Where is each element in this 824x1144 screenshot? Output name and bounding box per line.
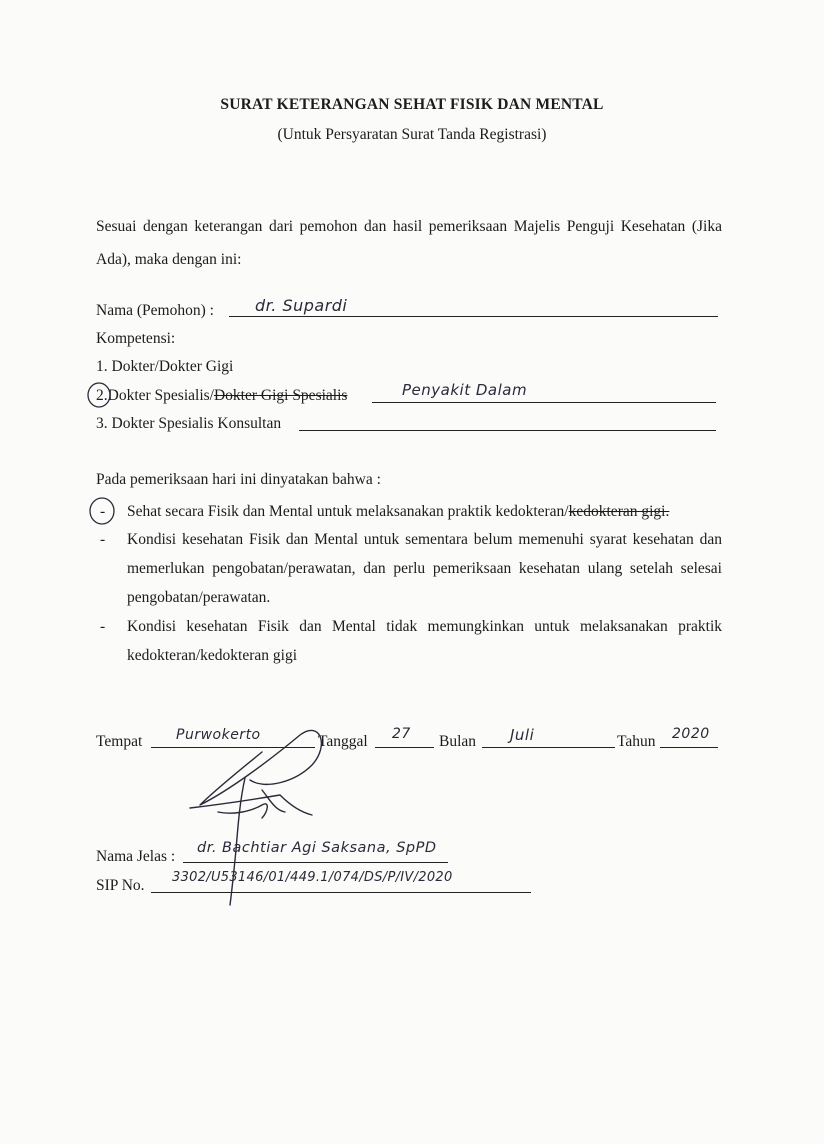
statement-temporary-text: Kondisi kesehatan Fisik dan Mental untuk sementara belum memenuhi syarat kesehatan dan memerlukan pengobatan/perawatan, dan perlu pemeriksaan kesehatan ulang setelah selesai pengobatan/perawatan. <box>127 531 722 606</box>
competence-option-2-text: Dokter Spesialis/ <box>107 387 214 404</box>
date-label: Tanggal <box>318 733 368 750</box>
statement-unfit-dash: - <box>100 618 106 635</box>
month-value: Juli <box>510 726 535 744</box>
month-label: Bulan <box>439 733 477 750</box>
sip-label: SIP No. <box>96 877 145 894</box>
specialty-value: Penyakit Dalam <box>402 381 528 399</box>
statement-healthy-text: Sehat secara Fisik dan Mental untuk melaksanakan praktik kedokteran/ <box>127 503 569 520</box>
year-label: Tahun <box>617 733 656 750</box>
applicant-name-value: dr. Supardi <box>255 296 348 315</box>
signer-name-label: Nama Jelas : <box>96 848 176 865</box>
date-value: 27 <box>392 726 411 742</box>
year-value: 2020 <box>672 726 710 742</box>
statement-temporary-dash: - <box>100 531 106 548</box>
statement-healthy-struck: kedokteran gigi. <box>568 503 670 520</box>
document-title: SURAT KETERANGAN SEHAT FISIK DAN MENTAL <box>220 96 604 113</box>
place-value: Purwokerto <box>176 727 261 743</box>
circle-option-2 <box>88 383 110 407</box>
signer-name-value: dr. Bachtiar Agi Saksana, SpPD <box>197 840 437 856</box>
circle-statement-1 <box>90 498 114 524</box>
applicant-name-label: Nama (Pemohon) : <box>96 302 214 319</box>
competence-option-2-number: 2. <box>96 387 108 404</box>
competence-option-2-struck: Dokter Gigi Spesialis <box>213 387 348 404</box>
intro-paragraph: Sesuai dengan keterangan dari pemohon dan hasil pemeriksaan Majelis Penguji Kesehatan (Jika Ada), maka dengan ini: <box>96 218 722 268</box>
statement-unfit-text: Kondisi kesehatan Fisik dan Mental tidak memungkinkan untuk melaksanakan praktik kedokteran/kedokteran gigi <box>127 618 722 664</box>
exam-lead: Pada pemeriksaan hari ini dinyatakan bahwa : <box>96 471 381 488</box>
competence-option-3: 3. Dokter Spesialis Konsultan <box>96 415 282 432</box>
document-subtitle: (Untuk Persyaratan Surat Tanda Registrasi) <box>277 126 547 143</box>
statement-healthy-dash: - <box>100 503 106 520</box>
competence-label: Kompetensi: <box>96 330 176 347</box>
place-label: Tempat <box>96 733 143 750</box>
competence-option-1: 1. Dokter/Dokter Gigi <box>96 358 234 375</box>
sip-value: 3302/U53146/01/449.1/074/DS/P/IV/2020 <box>172 870 453 885</box>
signature-drawing <box>190 730 321 905</box>
